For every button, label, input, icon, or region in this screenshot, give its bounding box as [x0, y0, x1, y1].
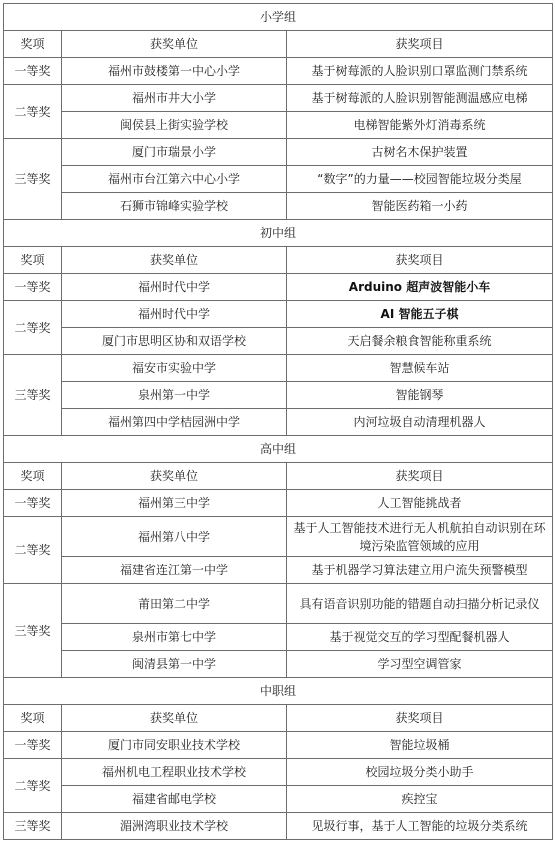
project-cell: 疾控宝 — [287, 786, 553, 813]
table-row — [4, 786, 553, 813]
unit-cell: 泉州市第七中学 — [62, 624, 287, 651]
group-title-row — [4, 436, 553, 463]
table-row — [4, 732, 553, 759]
table-row — [4, 490, 553, 517]
project-cell: “数字”的力量——校园智能垃圾分类屋 — [287, 166, 553, 193]
unit-cell: 闽侯县上街实验学校 — [62, 112, 287, 139]
header-row — [4, 31, 553, 58]
header-unit: 获奖单位 — [62, 705, 287, 732]
project-cell: 天启餐余粮食智能称重系统 — [287, 328, 553, 355]
table-row — [4, 58, 553, 85]
group-title-senior: 高中组 — [4, 436, 553, 463]
table-row — [4, 166, 553, 193]
header-rank: 奖项 — [4, 31, 62, 58]
header-project: 获奖项目 — [287, 247, 553, 274]
rank-cell: 二等奖 — [4, 517, 62, 584]
unit-cell: 福建省邮电学校 — [62, 786, 287, 813]
header-rank: 奖项 — [4, 463, 62, 490]
table-row — [4, 651, 553, 678]
group-title-vocational: 中职组 — [4, 678, 553, 705]
rank-cell: 二等奖 — [4, 759, 62, 813]
unit-cell: 福州市井大小学 — [62, 85, 287, 112]
project-cell: 智能垃圾桶 — [287, 732, 553, 759]
unit-cell: 石狮市锦峰实验学校 — [62, 193, 287, 220]
table-row — [4, 517, 553, 557]
rank-cell: 三等奖 — [4, 813, 62, 840]
rank-cell: 一等奖 — [4, 490, 62, 517]
rank-cell: 一等奖 — [4, 274, 62, 301]
table-row — [4, 557, 553, 584]
unit-cell: 福州市鼓楼第一中心小学 — [62, 58, 287, 85]
rank-cell: 三等奖 — [4, 139, 62, 220]
project-cell: 校园垃圾分类小助手 — [287, 759, 553, 786]
unit-cell: 厦门市思明区协和双语学校 — [62, 328, 287, 355]
unit-cell: 福州第三中学 — [62, 490, 287, 517]
unit-cell: 湄洲湾职业技术学校 — [62, 813, 287, 840]
table-row — [4, 328, 553, 355]
rank-cell: 三等奖 — [4, 355, 62, 436]
table-row — [4, 409, 553, 436]
unit-cell: 福州第四中学桔园洲中学 — [62, 409, 287, 436]
unit-cell: 厦门市同安职业技术学校 — [62, 732, 287, 759]
rank-cell: 二等奖 — [4, 301, 62, 355]
header-project: 获奖项目 — [287, 705, 553, 732]
table-row — [4, 301, 553, 328]
project-cell: 基于树莓派的人脸识别智能测温感应电梯 — [287, 85, 553, 112]
project-cell: 人工智能挑战者 — [287, 490, 553, 517]
project-cell: 基于视觉交互的学习型配餐机器人 — [287, 624, 553, 651]
unit-cell: 福安市实验中学 — [62, 355, 287, 382]
unit-cell: 厦门市瑞景小学 — [62, 139, 287, 166]
table-row — [4, 382, 553, 409]
project-cell: 智能医药箱一小药 — [287, 193, 553, 220]
unit-cell: 泉州第一中学 — [62, 382, 287, 409]
table-row — [4, 193, 553, 220]
header-row — [4, 463, 553, 490]
project-cell: 古树名木保护装置 — [287, 139, 553, 166]
table-row — [4, 759, 553, 786]
header-unit: 获奖单位 — [62, 31, 287, 58]
project-cell: 基于机器学习算法建立用户流失预警模型 — [287, 557, 553, 584]
table-row — [4, 813, 553, 840]
group-title-row — [4, 220, 553, 247]
project-cell: 基于树莓派的人脸识别口罩监测门禁系统 — [287, 58, 553, 85]
project-cell: 见圾行事，基于人工智能的垃圾分类系统 — [287, 813, 553, 840]
table-row — [4, 112, 553, 139]
header-rank: 奖项 — [4, 705, 62, 732]
header-project: 获奖项目 — [287, 463, 553, 490]
unit-cell: 闽清县第一中学 — [62, 651, 287, 678]
header-unit: 获奖单位 — [62, 463, 287, 490]
rank-cell: 一等奖 — [4, 732, 62, 759]
award-table — [3, 3, 553, 840]
table-row — [4, 139, 553, 166]
project-cell: 具有语音识别功能的错题自动扫描分析记录仪 — [287, 584, 553, 624]
unit-cell: 福州市台江第六中心小学 — [62, 166, 287, 193]
project-cell: 内河垃圾自动清理机器人 — [287, 409, 553, 436]
table-row — [4, 624, 553, 651]
project-cell: 学习型空调管家 — [287, 651, 553, 678]
unit-cell: 福州时代中学 — [62, 301, 287, 328]
group-title-row — [4, 678, 553, 705]
project-cell: AI 智能五子棋 — [287, 301, 553, 328]
rank-cell: 三等奖 — [4, 584, 62, 678]
project-cell: 电梯智能紫外灯消毒系统 — [287, 112, 553, 139]
group-title-primary: 小学组 — [4, 4, 553, 31]
group-title-junior: 初中组 — [4, 220, 553, 247]
header-rank: 奖项 — [4, 247, 62, 274]
rank-cell: 二等奖 — [4, 85, 62, 139]
unit-cell: 福州机电工程职业技术学校 — [62, 759, 287, 786]
rank-cell: 一等奖 — [4, 58, 62, 85]
unit-cell: 福州时代中学 — [62, 274, 287, 301]
table-row — [4, 584, 553, 624]
header-unit: 获奖单位 — [62, 247, 287, 274]
project-cell: 智慧候车站 — [287, 355, 553, 382]
header-row — [4, 247, 553, 274]
table-row — [4, 355, 553, 382]
unit-cell: 福建省连江第一中学 — [62, 557, 287, 584]
unit-cell: 莆田第二中学 — [62, 584, 287, 624]
group-title-row — [4, 4, 553, 31]
header-project: 获奖项目 — [287, 31, 553, 58]
header-row — [4, 705, 553, 732]
unit-cell: 福州第八中学 — [62, 517, 287, 557]
project-cell: Arduino 超声波智能小车 — [287, 274, 553, 301]
project-cell: 智能钢琴 — [287, 382, 553, 409]
table-row — [4, 85, 553, 112]
table-row — [4, 274, 553, 301]
project-cell: 基于人工智能技术进行无人机航拍自动识别在环境污染监管领域的应用 — [287, 517, 553, 557]
